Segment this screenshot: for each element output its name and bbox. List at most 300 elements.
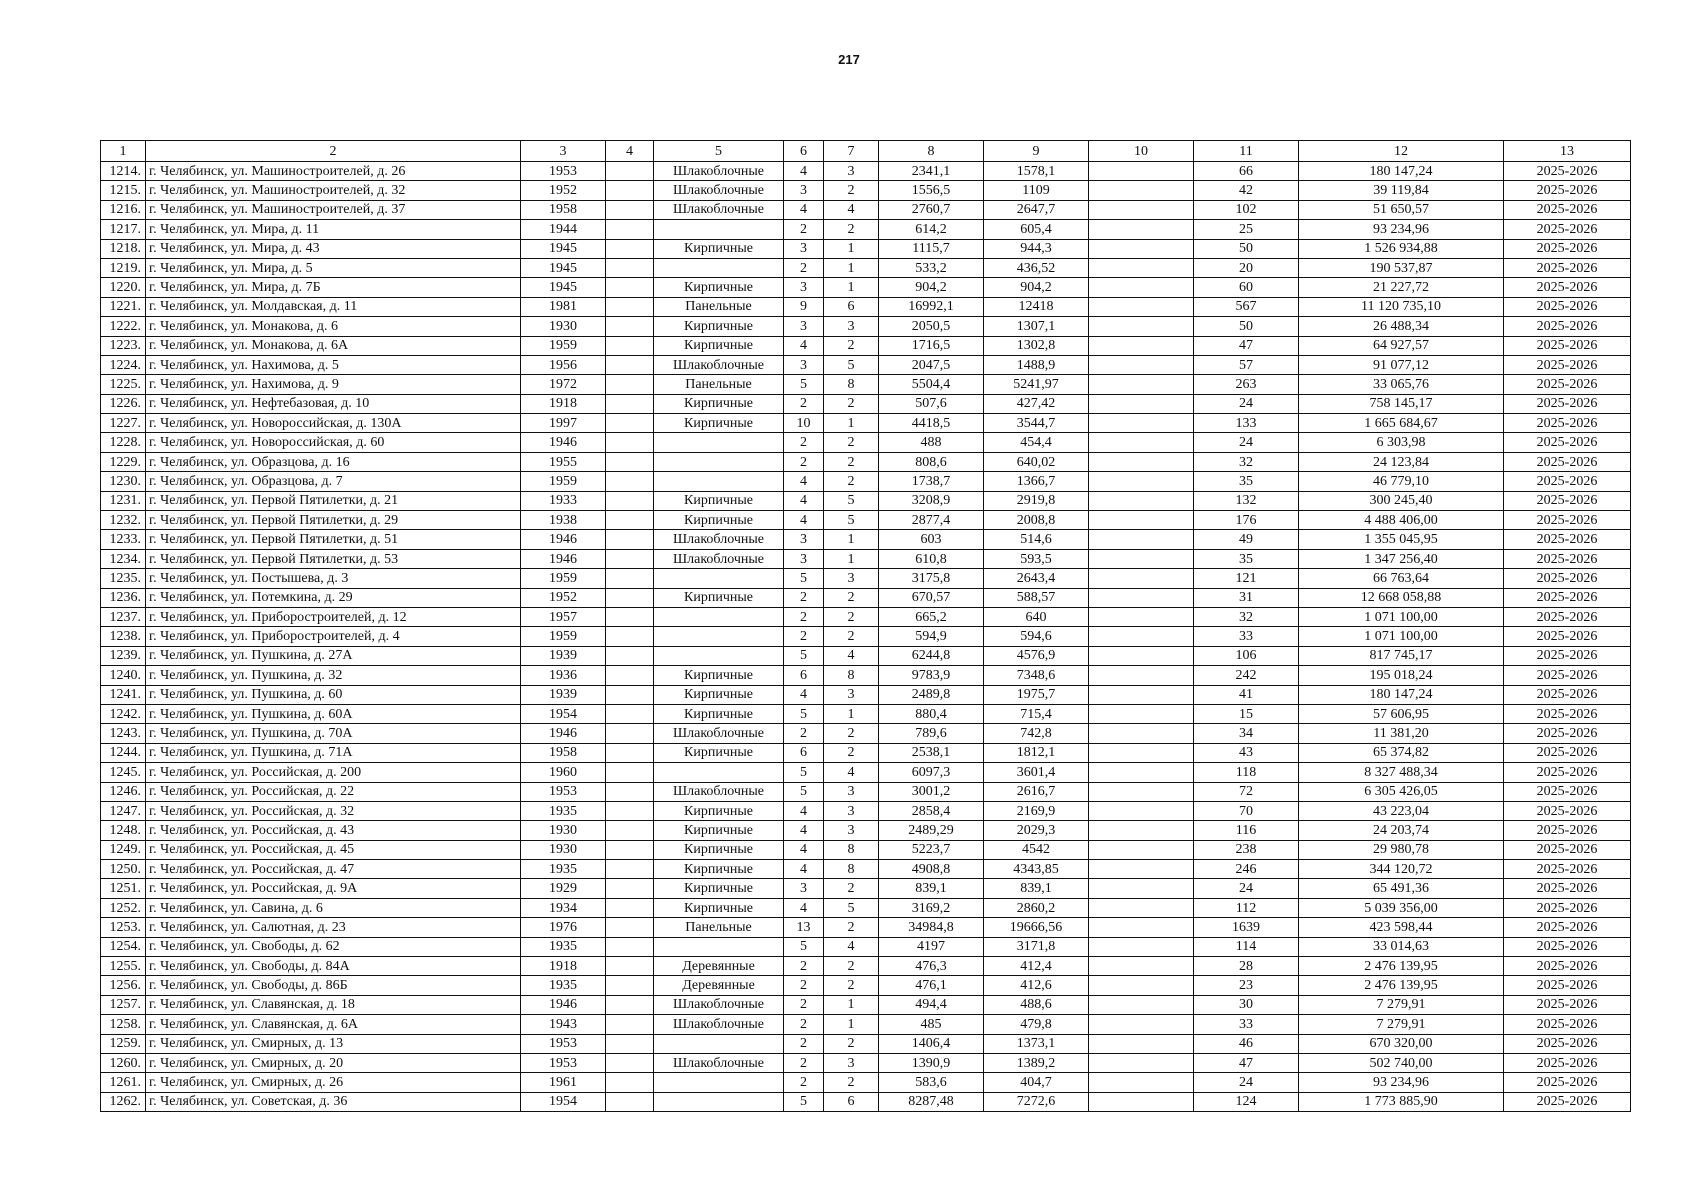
cell-living-area: 1302,8 [984, 336, 1089, 355]
cell-amount: 1 071 100,00 [1299, 607, 1504, 626]
cell-floors: 3 [784, 239, 824, 258]
cell-row-number: 1215. [101, 181, 146, 200]
cell-entrances: 2 [824, 957, 879, 976]
cell-residents: 33 [1194, 627, 1299, 646]
cell-residents: 124 [1194, 1092, 1299, 1111]
cell-row-number: 1220. [101, 278, 146, 297]
cell-address: г. Челябинск, ул. Мира, д. 43 [146, 239, 521, 258]
cell-row-number: 1217. [101, 220, 146, 239]
cell-amount: 2 476 139,95 [1299, 976, 1504, 995]
table-row [101, 162, 1631, 181]
cell-floors: 5 [784, 704, 824, 723]
table-row [101, 336, 1631, 355]
cell-floors: 4 [784, 472, 824, 491]
cell-address: г. Челябинск, ул. Монакова, д. 6А [146, 336, 521, 355]
cell-row-number: 1244. [101, 743, 146, 762]
cell-floors: 3 [784, 181, 824, 200]
cell-living-area: 404,7 [984, 1073, 1089, 1092]
cell-period: 2025-2026 [1504, 646, 1631, 665]
cell-year-built: 1953 [521, 782, 606, 801]
cell-amount: 7 279,91 [1299, 995, 1504, 1014]
cell-year-built: 1945 [521, 239, 606, 258]
cell-year-built: 1959 [521, 627, 606, 646]
cell-row-number: 1238. [101, 627, 146, 646]
cell-total-area: 3169,2 [879, 898, 984, 917]
cell-amount: 21 227,72 [1299, 278, 1504, 297]
cell-address: г. Челябинск, ул. Мира, д. 11 [146, 220, 521, 239]
cell-entrances: 2 [824, 433, 879, 452]
table-row [101, 414, 1631, 433]
cell-amount: 33 014,63 [1299, 937, 1504, 956]
cell-living-area: 605,4 [984, 220, 1089, 239]
table-row [101, 239, 1631, 258]
cell-period: 2025-2026 [1504, 937, 1631, 956]
cell-col-10 [1089, 569, 1194, 588]
table-row [101, 666, 1631, 685]
cell-entrances: 1 [824, 239, 879, 258]
cell-living-area: 4343,85 [984, 860, 1089, 879]
cell-floors: 5 [784, 1092, 824, 1111]
cell-period: 2025-2026 [1504, 511, 1631, 530]
cell-row-number: 1235. [101, 569, 146, 588]
cell-total-area: 5504,4 [879, 375, 984, 394]
table-row [101, 763, 1631, 782]
cell-floors: 4 [784, 860, 824, 879]
cell-year-built: 1945 [521, 278, 606, 297]
cell-period: 2025-2026 [1504, 317, 1631, 336]
cell-amount: 6 305 426,05 [1299, 782, 1504, 801]
cell-living-area: 1975,7 [984, 685, 1089, 704]
cell-col-10 [1089, 957, 1194, 976]
cell-total-area: 507,6 [879, 394, 984, 413]
cell-period: 2025-2026 [1504, 957, 1631, 976]
cell-col-4 [606, 607, 654, 626]
cell-col-10 [1089, 860, 1194, 879]
cell-address: г. Челябинск, ул. Смирных, д. 26 [146, 1073, 521, 1092]
cell-floors: 3 [784, 879, 824, 898]
cell-residents: 42 [1194, 181, 1299, 200]
cell-address: г. Челябинск, ул. Приборостроителей, д. 12 [146, 607, 521, 626]
cell-floors: 2 [784, 394, 824, 413]
cell-total-area: 4418,5 [879, 414, 984, 433]
table-row [101, 452, 1631, 471]
cell-row-number: 1253. [101, 918, 146, 937]
cell-row-number: 1214. [101, 162, 146, 181]
cell-address: г. Челябинск, ул. Пушкина, д. 70А [146, 724, 521, 743]
cell-address: г. Челябинск, ул. Первой Пятилетки, д. 53 [146, 549, 521, 568]
cell-floors: 5 [784, 763, 824, 782]
cell-col-10 [1089, 317, 1194, 336]
cell-col-10 [1089, 375, 1194, 394]
cell-total-area: 4908,8 [879, 860, 984, 879]
cell-col-10 [1089, 1034, 1194, 1053]
cell-amount: 180 147,24 [1299, 685, 1504, 704]
cell-address: г. Челябинск, ул. Новороссийская, д. 130А [146, 414, 521, 433]
cell-year-built: 1935 [521, 976, 606, 995]
cell-floors: 3 [784, 549, 824, 568]
cell-row-number: 1228. [101, 433, 146, 452]
cell-row-number: 1250. [101, 860, 146, 879]
cell-amount: 423 598,44 [1299, 918, 1504, 937]
table-row [101, 898, 1631, 917]
cell-period: 2025-2026 [1504, 763, 1631, 782]
cell-total-area: 2858,4 [879, 801, 984, 820]
cell-floors: 4 [784, 821, 824, 840]
cell-amount: 758 145,17 [1299, 394, 1504, 413]
cell-entrances: 2 [824, 1034, 879, 1053]
table-header-row [101, 141, 1631, 162]
cell-year-built: 1946 [521, 724, 606, 743]
cell-residents: 66 [1194, 162, 1299, 181]
table-row [101, 782, 1631, 801]
cell-total-area: 2538,1 [879, 743, 984, 762]
cell-col-4 [606, 491, 654, 510]
cell-wall-material: Кирпичные [654, 394, 784, 413]
cell-wall-material: Кирпичные [654, 278, 784, 297]
cell-entrances: 1 [824, 258, 879, 277]
cell-residents: 15 [1194, 704, 1299, 723]
cell-residents: 121 [1194, 569, 1299, 588]
cell-col-10 [1089, 549, 1194, 568]
table-row [101, 1034, 1631, 1053]
cell-address: г. Челябинск, ул. Пушкина, д. 71А [146, 743, 521, 762]
cell-residents: 133 [1194, 414, 1299, 433]
table-row [101, 976, 1631, 995]
cell-year-built: 1930 [521, 821, 606, 840]
cell-col-4 [606, 782, 654, 801]
table-row [101, 937, 1631, 956]
cell-year-built: 1958 [521, 743, 606, 762]
cell-row-number: 1218. [101, 239, 146, 258]
cell-amount: 817 745,17 [1299, 646, 1504, 665]
cell-period: 2025-2026 [1504, 743, 1631, 762]
cell-residents: 32 [1194, 452, 1299, 471]
cell-living-area: 412,6 [984, 976, 1089, 995]
cell-entrances: 2 [824, 724, 879, 743]
cell-residents: 33 [1194, 1015, 1299, 1034]
cell-col-10 [1089, 181, 1194, 200]
cell-wall-material: Шлакоблочные [654, 355, 784, 374]
cell-residents: 132 [1194, 491, 1299, 510]
cell-row-number: 1240. [101, 666, 146, 685]
cell-col-4 [606, 627, 654, 646]
cell-address: г. Челябинск, ул. Славянская, д. 18 [146, 995, 521, 1014]
table-row [101, 918, 1631, 937]
cell-living-area: 3544,7 [984, 414, 1089, 433]
cell-col-10 [1089, 1015, 1194, 1034]
cell-floors: 2 [784, 433, 824, 452]
cell-total-area: 3001,2 [879, 782, 984, 801]
cell-living-area: 2919,8 [984, 491, 1089, 510]
cell-entrances: 6 [824, 1092, 879, 1111]
cell-residents: 32 [1194, 607, 1299, 626]
cell-floors: 2 [784, 1015, 824, 1034]
cell-living-area: 488,6 [984, 995, 1089, 1014]
cell-col-4 [606, 375, 654, 394]
column-header: 5 [654, 141, 784, 162]
cell-year-built: 1918 [521, 957, 606, 976]
cell-col-10 [1089, 646, 1194, 665]
cell-entrances: 3 [824, 569, 879, 588]
cell-wall-material [654, 1092, 784, 1111]
cell-amount: 33 065,76 [1299, 375, 1504, 394]
cell-period: 2025-2026 [1504, 666, 1631, 685]
cell-address: г. Челябинск, ул. Смирных, д. 13 [146, 1034, 521, 1053]
cell-wall-material: Деревянные [654, 957, 784, 976]
cell-row-number: 1243. [101, 724, 146, 743]
cell-amount: 11 120 735,10 [1299, 297, 1504, 316]
cell-amount: 65 374,82 [1299, 743, 1504, 762]
cell-entrances: 1 [824, 995, 879, 1014]
cell-col-4 [606, 239, 654, 258]
cell-amount: 51 650,57 [1299, 200, 1504, 219]
cell-entrances: 4 [824, 763, 879, 782]
cell-amount: 12 668 058,88 [1299, 588, 1504, 607]
cell-row-number: 1216. [101, 200, 146, 219]
cell-wall-material: Кирпичные [654, 239, 784, 258]
cell-row-number: 1222. [101, 317, 146, 336]
cell-floors: 2 [784, 995, 824, 1014]
cell-address: г. Челябинск, ул. Монакова, д. 6 [146, 317, 521, 336]
table-row [101, 355, 1631, 374]
cell-col-4 [606, 588, 654, 607]
cell-total-area: 3175,8 [879, 569, 984, 588]
cell-address: г. Челябинск, ул. Первой Пятилетки, д. 29 [146, 511, 521, 530]
cell-living-area: 3171,8 [984, 937, 1089, 956]
cell-living-area: 640,02 [984, 452, 1089, 471]
cell-period: 2025-2026 [1504, 1034, 1631, 1053]
column-header: 6 [784, 141, 824, 162]
cell-total-area: 488 [879, 433, 984, 452]
column-header: 11 [1194, 141, 1299, 162]
cell-amount: 66 763,64 [1299, 569, 1504, 588]
cell-col-10 [1089, 607, 1194, 626]
cell-floors: 3 [784, 278, 824, 297]
cell-living-area: 4542 [984, 840, 1089, 859]
cell-col-4 [606, 162, 654, 181]
cell-amount: 180 147,24 [1299, 162, 1504, 181]
cell-year-built: 1936 [521, 666, 606, 685]
cell-address: г. Челябинск, ул. Свободы, д. 84А [146, 957, 521, 976]
cell-living-area: 479,8 [984, 1015, 1089, 1034]
cell-residents: 23 [1194, 976, 1299, 995]
cell-residents: 43 [1194, 743, 1299, 762]
table-row [101, 1015, 1631, 1034]
cell-row-number: 1231. [101, 491, 146, 510]
cell-entrances: 3 [824, 685, 879, 704]
cell-period: 2025-2026 [1504, 1073, 1631, 1092]
cell-living-area: 454,4 [984, 433, 1089, 452]
cell-address: г. Челябинск, ул. Российская, д. 32 [146, 801, 521, 820]
cell-total-area: 880,4 [879, 704, 984, 723]
table-row [101, 957, 1631, 976]
cell-row-number: 1251. [101, 879, 146, 898]
cell-total-area: 1390,9 [879, 1053, 984, 1072]
cell-total-area: 839,1 [879, 879, 984, 898]
cell-col-10 [1089, 472, 1194, 491]
cell-amount: 64 927,57 [1299, 336, 1504, 355]
cell-amount: 24 123,84 [1299, 452, 1504, 471]
cell-period: 2025-2026 [1504, 976, 1631, 995]
cell-col-10 [1089, 898, 1194, 917]
cell-residents: 28 [1194, 957, 1299, 976]
cell-total-area: 2877,4 [879, 511, 984, 530]
cell-floors: 4 [784, 491, 824, 510]
cell-entrances: 3 [824, 782, 879, 801]
cell-col-10 [1089, 627, 1194, 646]
cell-col-10 [1089, 743, 1194, 762]
cell-amount: 8 327 488,34 [1299, 763, 1504, 782]
cell-year-built: 1954 [521, 704, 606, 723]
cell-total-area: 2489,8 [879, 685, 984, 704]
cell-wall-material: Кирпичные [654, 414, 784, 433]
cell-total-area: 1738,7 [879, 472, 984, 491]
cell-period: 2025-2026 [1504, 181, 1631, 200]
cell-period: 2025-2026 [1504, 588, 1631, 607]
cell-col-4 [606, 995, 654, 1014]
cell-residents: 49 [1194, 530, 1299, 549]
cell-entrances: 1 [824, 278, 879, 297]
cell-address: г. Челябинск, ул. Нахимова, д. 5 [146, 355, 521, 374]
table-row [101, 297, 1631, 316]
column-header: 7 [824, 141, 879, 162]
cell-entrances: 4 [824, 646, 879, 665]
cell-amount: 670 320,00 [1299, 1034, 1504, 1053]
cell-year-built: 1972 [521, 375, 606, 394]
cell-col-10 [1089, 821, 1194, 840]
cell-total-area: 2760,7 [879, 200, 984, 219]
table-row [101, 743, 1631, 762]
cell-wall-material: Кирпичные [654, 821, 784, 840]
cell-col-10 [1089, 724, 1194, 743]
cell-living-area: 1812,1 [984, 743, 1089, 762]
cell-total-area: 6244,8 [879, 646, 984, 665]
cell-period: 2025-2026 [1504, 821, 1631, 840]
column-header: 10 [1089, 141, 1194, 162]
cell-living-area: 19666,56 [984, 918, 1089, 937]
cell-amount: 1 665 684,67 [1299, 414, 1504, 433]
cell-address: г. Челябинск, ул. Первой Пятилетки, д. 51 [146, 530, 521, 549]
cell-col-4 [606, 1053, 654, 1072]
cell-residents: 70 [1194, 801, 1299, 820]
cell-period: 2025-2026 [1504, 394, 1631, 413]
cell-year-built: 1933 [521, 491, 606, 510]
cell-col-4 [606, 472, 654, 491]
cell-total-area: 16992,1 [879, 297, 984, 316]
cell-col-10 [1089, 220, 1194, 239]
cell-total-area: 476,1 [879, 976, 984, 995]
cell-total-area: 1115,7 [879, 239, 984, 258]
cell-period: 2025-2026 [1504, 549, 1631, 568]
cell-total-area: 8287,48 [879, 1092, 984, 1111]
cell-residents: 24 [1194, 879, 1299, 898]
cell-entrances: 1 [824, 704, 879, 723]
cell-living-area: 1366,7 [984, 472, 1089, 491]
cell-wall-material: Деревянные [654, 976, 784, 995]
cell-col-10 [1089, 937, 1194, 956]
cell-address: г. Челябинск, ул. Образцова, д. 16 [146, 452, 521, 471]
cell-wall-material [654, 258, 784, 277]
cell-residents: 116 [1194, 821, 1299, 840]
cell-wall-material: Кирпичные [654, 588, 784, 607]
cell-col-4 [606, 394, 654, 413]
cell-col-4 [606, 278, 654, 297]
table-row [101, 375, 1631, 394]
cell-wall-material: Кирпичные [654, 898, 784, 917]
cell-col-4 [606, 530, 654, 549]
cell-col-4 [606, 879, 654, 898]
cell-address: г. Челябинск, ул. Нефтебазовая, д. 10 [146, 394, 521, 413]
cell-row-number: 1219. [101, 258, 146, 277]
cell-col-4 [606, 317, 654, 336]
cell-entrances: 2 [824, 976, 879, 995]
cell-col-10 [1089, 278, 1194, 297]
cell-period: 2025-2026 [1504, 569, 1631, 588]
cell-wall-material: Шлакоблочные [654, 181, 784, 200]
cell-col-10 [1089, 336, 1194, 355]
cell-entrances: 5 [824, 355, 879, 374]
cell-amount: 65 491,36 [1299, 879, 1504, 898]
cell-address: г. Челябинск, ул. Машиностроителей, д. 37 [146, 200, 521, 219]
table-row [101, 1073, 1631, 1092]
cell-residents: 60 [1194, 278, 1299, 297]
cell-col-10 [1089, 918, 1194, 937]
cell-amount: 4 488 406,00 [1299, 511, 1504, 530]
cell-period: 2025-2026 [1504, 355, 1631, 374]
cell-entrances: 2 [824, 607, 879, 626]
table-body [101, 162, 1631, 1112]
cell-period: 2025-2026 [1504, 375, 1631, 394]
table-row [101, 220, 1631, 239]
cell-entrances: 2 [824, 452, 879, 471]
cell-address: г. Челябинск, ул. Российская, д. 22 [146, 782, 521, 801]
cell-year-built: 1959 [521, 569, 606, 588]
cell-residents: 1639 [1194, 918, 1299, 937]
cell-entrances: 8 [824, 840, 879, 859]
cell-period: 2025-2026 [1504, 530, 1631, 549]
cell-address: г. Челябинск, ул. Пушкина, д. 32 [146, 666, 521, 685]
cell-floors: 2 [784, 607, 824, 626]
table-row [101, 278, 1631, 297]
cell-row-number: 1255. [101, 957, 146, 976]
cell-total-area: 34984,8 [879, 918, 984, 937]
cell-living-area: 1389,2 [984, 1053, 1089, 1072]
cell-entrances: 2 [824, 394, 879, 413]
cell-row-number: 1239. [101, 646, 146, 665]
cell-living-area: 412,4 [984, 957, 1089, 976]
cell-address: г. Челябинск, ул. Машиностроителей, д. 32 [146, 181, 521, 200]
cell-address: г. Челябинск, ул. Потемкина, д. 29 [146, 588, 521, 607]
cell-wall-material: Кирпичные [654, 879, 784, 898]
cell-period: 2025-2026 [1504, 433, 1631, 452]
cell-col-4 [606, 821, 654, 840]
cell-col-10 [1089, 355, 1194, 374]
table-row [101, 879, 1631, 898]
cell-amount: 344 120,72 [1299, 860, 1504, 879]
cell-living-area: 1307,1 [984, 317, 1089, 336]
cell-col-4 [606, 258, 654, 277]
cell-year-built: 1957 [521, 607, 606, 626]
cell-residents: 263 [1194, 375, 1299, 394]
cell-living-area: 7272,6 [984, 1092, 1089, 1111]
cell-year-built: 1946 [521, 530, 606, 549]
column-header: 1 [101, 141, 146, 162]
cell-total-area: 1406,4 [879, 1034, 984, 1053]
table-row [101, 607, 1631, 626]
cell-total-area: 9783,9 [879, 666, 984, 685]
cell-living-area: 1373,1 [984, 1034, 1089, 1053]
cell-col-4 [606, 763, 654, 782]
